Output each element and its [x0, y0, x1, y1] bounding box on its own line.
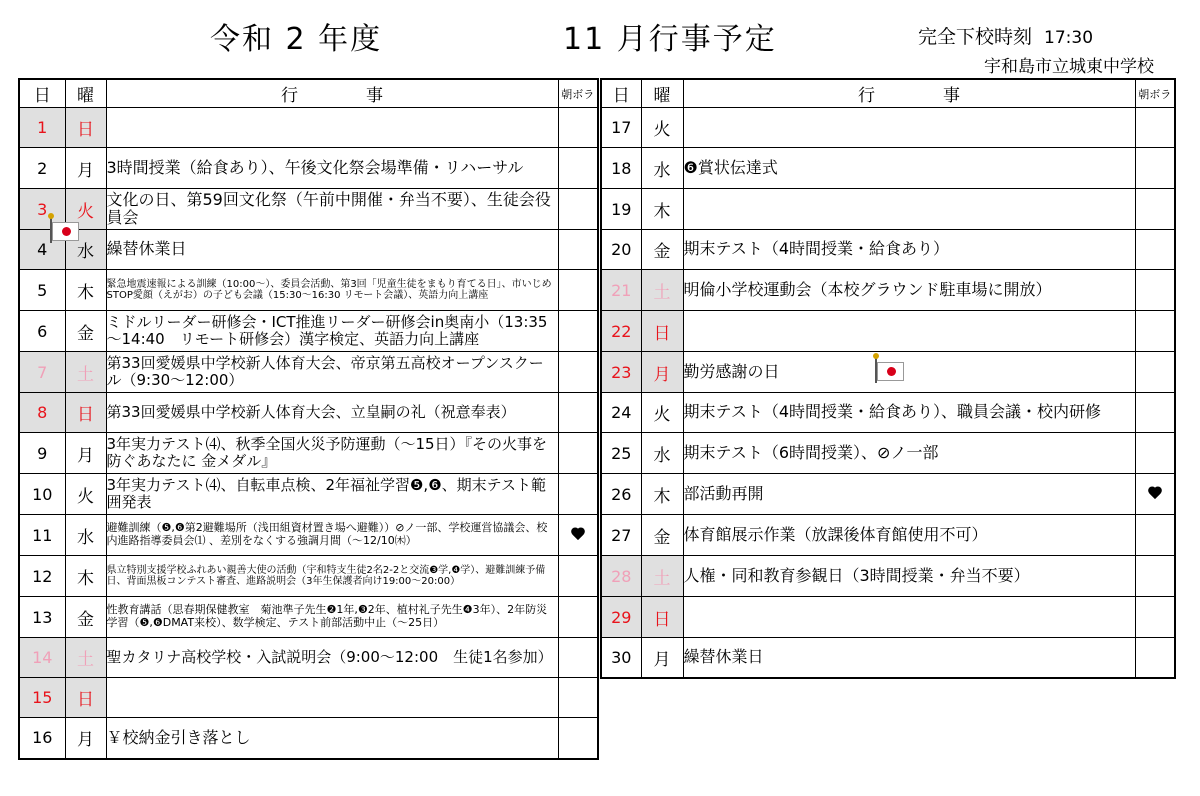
col-header-asa: 朝ボラ [1135, 79, 1175, 108]
event-cell: ミドルリーダー研修会・ICT推進リーダー研修会in奥南小（13:35～14:40 リモート研修会）漢字検定、英語力向上講座 [106, 311, 558, 352]
weekday-cell: 月 [641, 352, 683, 393]
table-row [19, 433, 598, 474]
event-cell: 県立特別支援学校ふれあい親善大使の活動（宇和特支生徒2名2-2と交流❸学,❹学）、避難訓練予備日、背面黒板コンテスト審査、進路説明会（3年生保護者向け19:00～20:00） [106, 556, 558, 597]
weekday-cell: 火 [641, 108, 683, 148]
asa-cell [1135, 270, 1175, 311]
asa-cell [1135, 556, 1175, 597]
day-cell: 20 [601, 230, 641, 270]
asa-cell [558, 270, 598, 311]
day-cell: 23 [601, 352, 641, 393]
asa-cell [1135, 393, 1175, 433]
day-cell: 9 [19, 433, 65, 474]
japan-flag-icon [875, 362, 903, 382]
weekday-cell: 月 [65, 718, 106, 759]
table-row [19, 148, 598, 189]
table-row [19, 678, 598, 718]
event-cell: 期末テスト（4時間授業・給食あり） [683, 230, 1135, 270]
table-row [19, 556, 598, 597]
event-cell: 第33回愛媛県中学校新人体育大会、立皇嗣の礼（祝意奉表） [106, 393, 558, 433]
day-cell: 18 [601, 148, 641, 189]
table-row [601, 474, 1175, 515]
heart-icon [571, 528, 585, 540]
day-cell: 30 [601, 638, 641, 678]
title-year: 令和 2 年度 [210, 22, 383, 57]
table-row [601, 556, 1175, 597]
weekday-cell: 水 [641, 148, 683, 189]
weekday-cell: 水 [641, 433, 683, 474]
day-cell: 5 [19, 270, 65, 311]
day-cell: 7 [19, 352, 65, 393]
asa-cell [558, 108, 598, 148]
event-cell: 期末テスト（6時間授業）、⊘ノ一部 [683, 433, 1135, 474]
table-row [19, 638, 598, 678]
asa-cell [1135, 230, 1175, 270]
day-cell: 16 [19, 718, 65, 759]
event-cell [106, 678, 558, 718]
title-month: 11 月行事予定 [563, 22, 777, 57]
weekday-cell: 日 [65, 108, 106, 148]
asa-cell [558, 678, 598, 718]
event-cell: ￥校納金引き落とし [106, 718, 558, 759]
day-cell: 1 [19, 108, 65, 148]
event-cell: 3年実力テスト⑷、自転車点検、2年福祉学習❺,❻、期末テスト範囲発表 [106, 474, 558, 515]
asa-cell [558, 189, 598, 230]
event-cell: 3年実力テスト⑷、秋季全国火災予防運動（～15日）『その火事を 防ぐあなたに 金メダル』 [106, 433, 558, 474]
table-row [19, 393, 598, 433]
table-row [601, 638, 1175, 678]
asa-cell [1135, 108, 1175, 148]
closing-time-value: 17:30 [1044, 28, 1094, 48]
event-cell: 繰替休業日 [683, 638, 1135, 678]
event-cell: 避難訓練（❺,❻第2避難場所（浅田組資材置き場へ避難））⊘ノ一部、学校運営協議会、校内進路指導委員会⑴ 、差別をなくする強調月間（～12/10㈭） [106, 515, 558, 556]
weekday-cell: 木 [641, 474, 683, 515]
day-cell: 15 [19, 678, 65, 718]
day-cell: 22 [601, 311, 641, 352]
asa-cell [1135, 352, 1175, 393]
event-cell: 第33回愛媛県中学校新人体育大会、帝京第五高校オープンスクール（9:30～12:00） [106, 352, 558, 393]
day-cell: 6 [19, 311, 65, 352]
day-cell: 28 [601, 556, 641, 597]
day-cell: 24 [601, 393, 641, 433]
table-row [601, 433, 1175, 474]
event-cell [683, 597, 1135, 638]
event-cell: 期末テスト（4時間授業・給食あり）、職員会議・校内研修 [683, 393, 1135, 433]
asa-cell [558, 148, 598, 189]
table-row [19, 474, 598, 515]
table-row [19, 311, 598, 352]
weekday-cell: 火 [65, 189, 106, 230]
table-row [601, 393, 1175, 433]
asa-cell [558, 556, 598, 597]
col-header-weekday: 曜 [65, 79, 106, 108]
table-row [19, 270, 598, 311]
schedule-table-left [18, 78, 599, 760]
event-cell: 性教育講話（思春期保健教室 菊池準子先生❷1年,❸2年、植村礼子先生❹3年）、2年防災学習（❺,❻DMAT来校）、数学検定、テスト前部活動中止（～25日） [106, 597, 558, 638]
event-cell: 聖カタリナ高校学校・入試説明会（9:00～12:00 生徒1名参加） [106, 638, 558, 678]
day-cell: 29 [601, 597, 641, 638]
day-cell: 19 [601, 189, 641, 230]
asa-cell [558, 718, 598, 759]
weekday-cell: 木 [641, 189, 683, 230]
heart-icon [1148, 487, 1162, 499]
col-header-day: 日 [601, 79, 641, 108]
col-header-event: 行 事 [683, 79, 1135, 108]
table-row [601, 515, 1175, 556]
table-row [19, 108, 598, 148]
weekday-cell: 木 [65, 270, 106, 311]
day-cell: 3 [19, 189, 65, 230]
event-cell: 体育館展示作業（放課後体育館使用不可） [683, 515, 1135, 556]
weekday-cell: 月 [65, 433, 106, 474]
asa-cell [1135, 311, 1175, 352]
day-cell: 13 [19, 597, 65, 638]
day-cell: 8 [19, 393, 65, 433]
day-cell: 11 [19, 515, 65, 556]
event-cell: 人権・同和教育参観日（3時間授業・弁当不要） [683, 556, 1135, 597]
closing-label: 完全下校時刻 [918, 26, 1033, 48]
asa-cell [558, 352, 598, 393]
event-cell: ❻賞状伝達式 [683, 148, 1135, 189]
weekday-cell: 日 [65, 678, 106, 718]
day-cell: 25 [601, 433, 641, 474]
weekday-cell: 金 [641, 230, 683, 270]
event-cell: 文化の日、第59回文化祭（午前中開催・弁当不要）、生徒会役員会 [106, 189, 558, 230]
weekday-cell: 火 [65, 474, 106, 515]
table-row [19, 718, 598, 759]
asa-cell [1135, 474, 1175, 515]
table-row [601, 230, 1175, 270]
asa-cell [1135, 148, 1175, 189]
asa-cell [558, 311, 598, 352]
event-cell [683, 311, 1135, 352]
weekday-cell: 日 [641, 597, 683, 638]
event-cell: 緊急地震速報による訓練（10:00～）、委員会活動、第3回「児童生徒をまもり育てる日」、市いじめSTOP愛顔（えがお）の子ども会議（15:30～16:30 リモート会議）、英語力向上講座 [106, 270, 558, 311]
weekday-cell: 金 [65, 597, 106, 638]
day-cell: 27 [601, 515, 641, 556]
day-cell: 4 [19, 230, 65, 270]
weekday-cell: 水 [65, 230, 106, 270]
table-row [19, 597, 598, 638]
asa-cell [1135, 638, 1175, 678]
asa-cell [558, 474, 598, 515]
event-cell: 勤労感謝の日 [683, 352, 1135, 393]
asa-cell [1135, 189, 1175, 230]
event-cell [683, 108, 1135, 148]
weekday-cell: 水 [65, 515, 106, 556]
table-row [601, 597, 1175, 638]
table-row [601, 270, 1175, 311]
weekday-cell: 土 [641, 270, 683, 311]
table-row [19, 515, 598, 556]
weekday-cell: 土 [65, 352, 106, 393]
day-cell: 2 [19, 148, 65, 189]
event-cell: 部活動再開 [683, 474, 1135, 515]
asa-cell [558, 515, 598, 556]
weekday-cell: 日 [641, 311, 683, 352]
table-row [19, 189, 598, 230]
table-row [19, 230, 598, 270]
asa-cell [558, 597, 598, 638]
table-row [19, 352, 598, 393]
col-header-asa: 朝ボラ [558, 79, 598, 108]
closing-time [918, 22, 1093, 49]
weekday-cell: 木 [65, 556, 106, 597]
weekday-cell: 月 [641, 638, 683, 678]
day-cell: 12 [19, 556, 65, 597]
weekday-cell: 土 [641, 556, 683, 597]
asa-cell [1135, 597, 1175, 638]
col-header-day: 日 [19, 79, 65, 108]
table-row [601, 108, 1175, 148]
asa-cell [558, 433, 598, 474]
school-name: 宇和島市立城東中学校 [984, 57, 1154, 77]
day-cell: 21 [601, 270, 641, 311]
table-row [601, 148, 1175, 189]
weekday-cell: 金 [65, 311, 106, 352]
col-header-event: 行 事 [106, 79, 558, 108]
event-cell: 3時間授業（給食あり）、午後文化祭会場準備・リハーサル [106, 148, 558, 189]
day-cell: 14 [19, 638, 65, 678]
weekday-cell: 月 [65, 148, 106, 189]
event-cell: 繰替休業日 [106, 230, 558, 270]
asa-cell [558, 393, 598, 433]
japan-flag-icon [50, 222, 78, 242]
asa-cell [558, 638, 598, 678]
day-cell: 17 [601, 108, 641, 148]
weekday-cell: 土 [65, 638, 106, 678]
asa-cell [558, 230, 598, 270]
weekday-cell: 金 [641, 515, 683, 556]
table-row [601, 189, 1175, 230]
event-cell: 明倫小学校運動会（本校グラウンド駐車場に開放） [683, 270, 1135, 311]
asa-cell [1135, 433, 1175, 474]
weekday-cell: 日 [65, 393, 106, 433]
event-cell [106, 108, 558, 148]
col-header-weekday: 曜 [641, 79, 683, 108]
day-cell: 10 [19, 474, 65, 515]
asa-cell [1135, 515, 1175, 556]
day-cell: 26 [601, 474, 641, 515]
table-row [601, 311, 1175, 352]
weekday-cell: 火 [641, 393, 683, 433]
event-cell [683, 189, 1135, 230]
